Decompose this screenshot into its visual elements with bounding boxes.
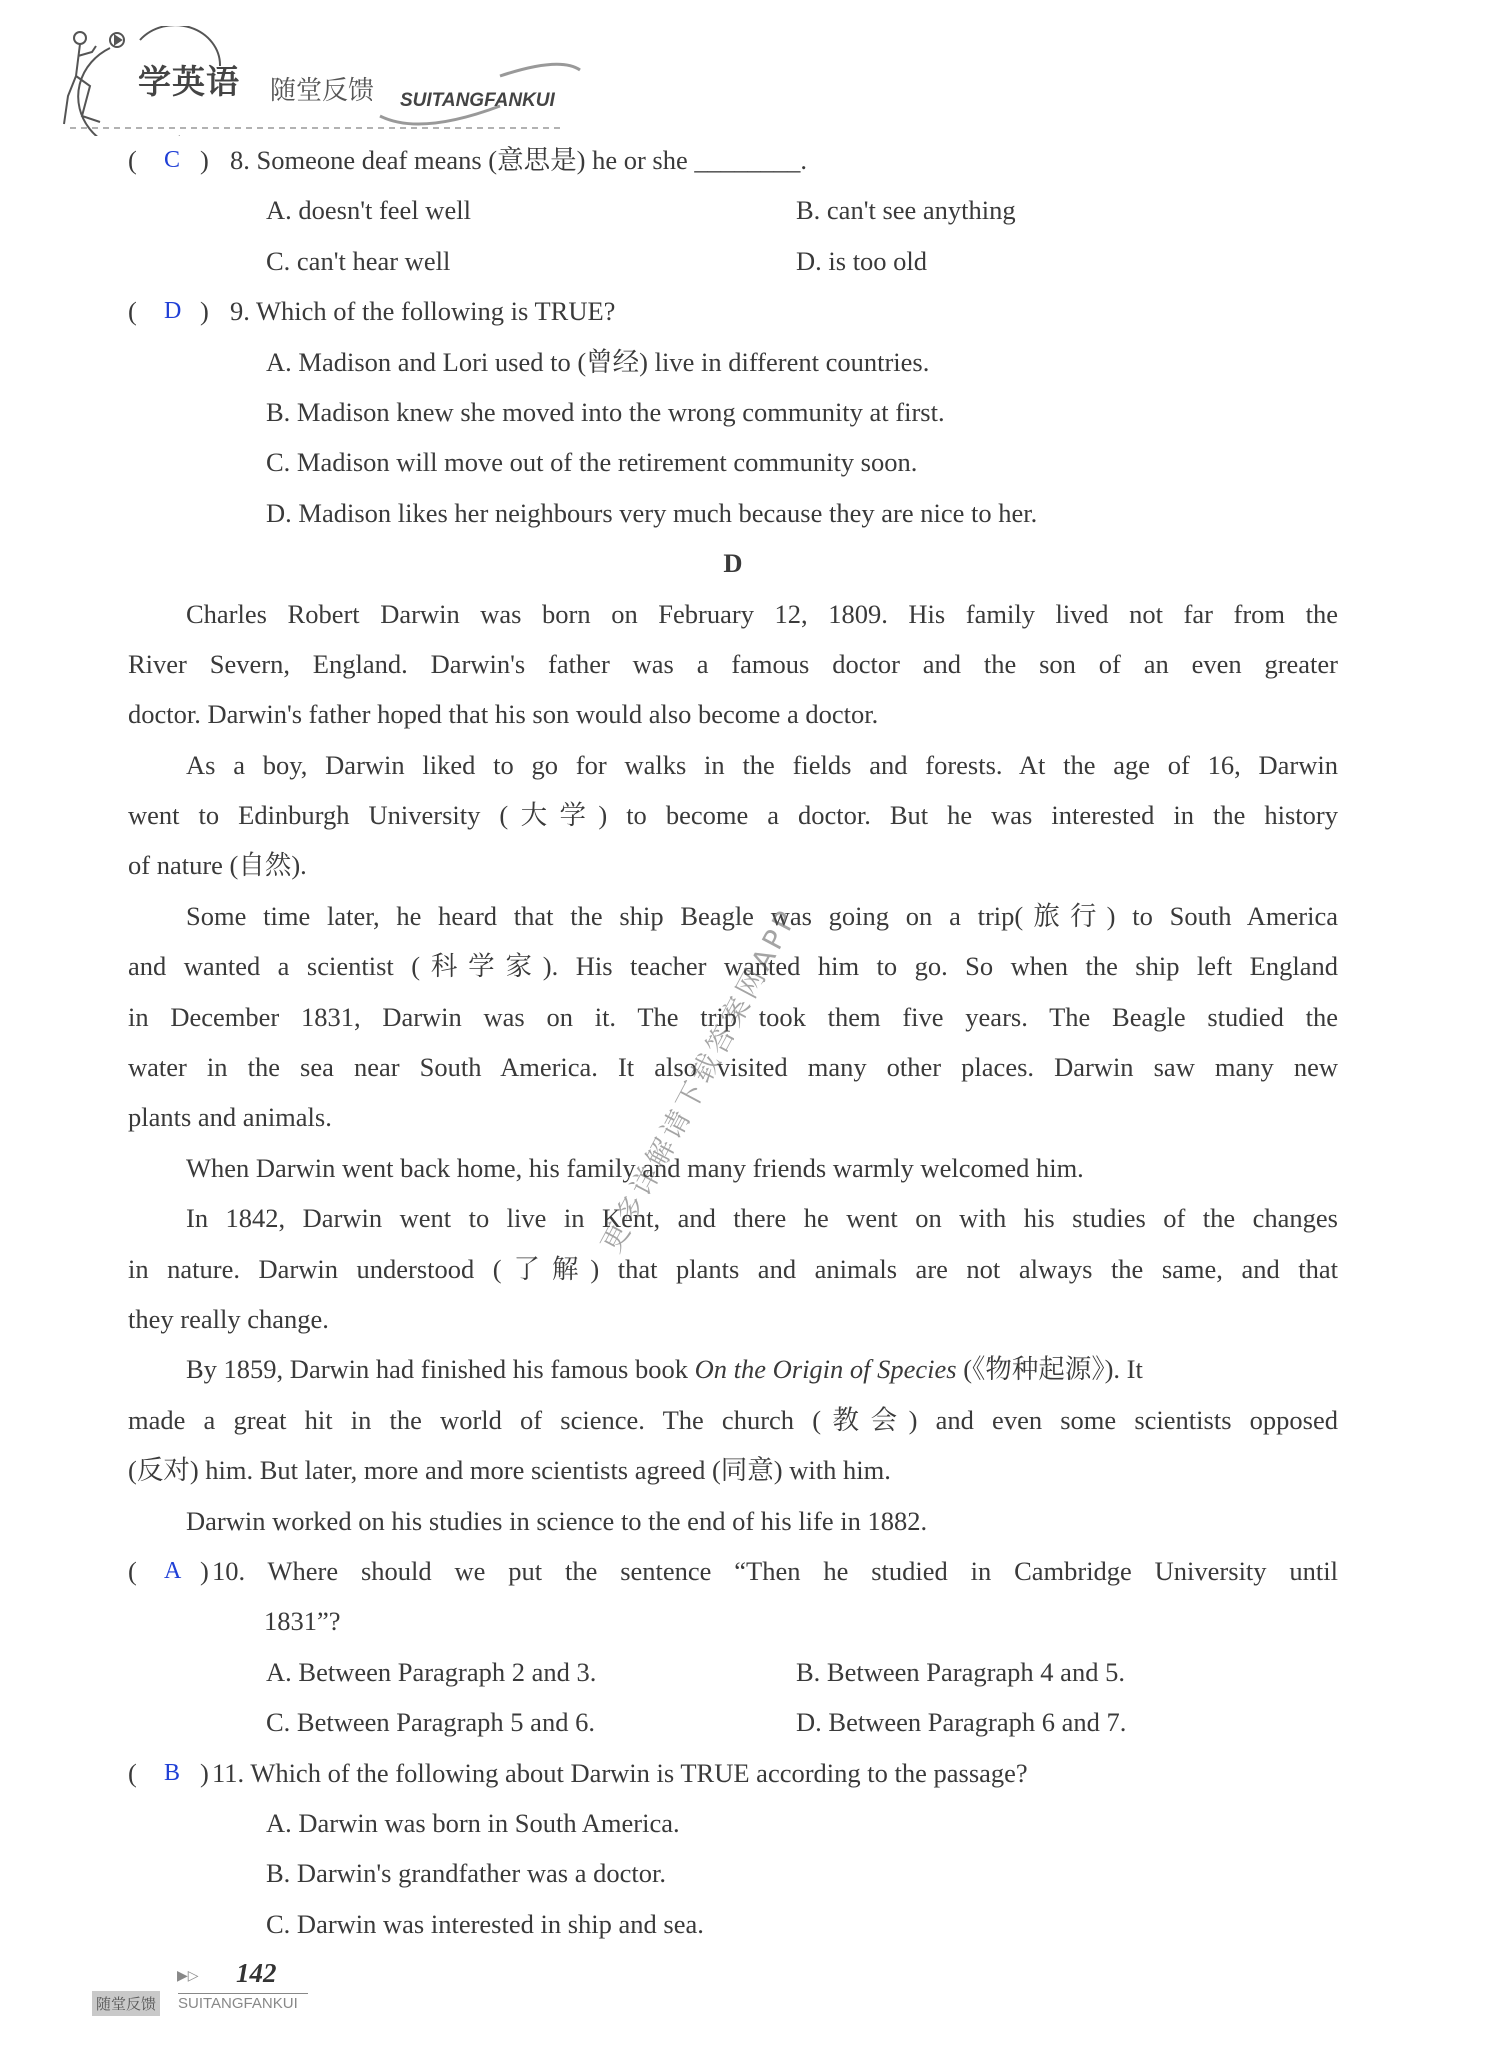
passage-line: went to Edinburgh University (大学) to become a doctor. But he was interested in the history [128,800,1338,831]
passage-line: doctor. Darwin's father hoped that his son would also become a doctor. [128,699,879,730]
passage-line: Some time later, he heard that the ship Beagle was going on a trip(旅行) to South America [186,900,1338,931]
answer-paren-open: ( [128,1555,137,1586]
answer-paren-close: ) [200,1757,209,1788]
question-text: Which of the following about Darwin is TRUE according to the passage? [250,1757,1028,1788]
passage-text: By 1859, Darwin had finished his famous book [186,1354,695,1385]
book-title: On the Origin of Species [694,1354,957,1385]
answer-mark: C [164,147,181,173]
option-c: C. Darwin was interested in ship and sea. [266,1908,704,1939]
option-a: A. doesn't feel well [266,195,471,226]
passage-line: Charles Robert Darwin was born on February 12, 1809. His family lived not far from the [186,598,1338,629]
answer-paren-close: ) [200,145,209,175]
footer-label-en: SUITANGFANKUI [178,1993,308,2012]
option-b: B. can't see anything [796,195,1016,226]
section-heading: D [723,548,743,579]
page-number: 142 [236,1958,277,1988]
option-d: D. is too old [796,245,928,276]
question-text: Where should we put the sentence “Then he studied in Cambridge University until [267,1555,1338,1586]
option-d: D. Madison likes her neighbours very much because they are nice to her. [266,497,1038,528]
question-number: 8. [230,145,250,175]
option-c: C. Between Paragraph 5 and 6. [266,1707,595,1738]
option-c: C. Madison will move out of the retirement community soon. [266,447,918,478]
question-text: Which of the following is TRUE? [256,296,616,327]
question-text: Someone deaf means (意思是) he or she ________. [256,145,807,175]
question-9 [128,286,1338,336]
answer-mark: B [164,1759,181,1786]
question-11 [128,1748,1338,1798]
footer-label-cn: 随堂反馈 [92,1991,160,2016]
passage-line: made a great hit in the world of science. The church (教会) and even some scientists opposed [128,1404,1338,1435]
option-b: B. Darwin's grandfather was a doctor. [266,1858,666,1889]
passage-line: plants and animals. [128,1102,332,1133]
option-b: B. Madison knew she moved into the wrong community at first. [266,396,945,427]
option-a: A. Darwin was born in South America. [266,1807,680,1838]
passage-line: As a boy, Darwin liked to go for walks in the fields and forests. At the age of 16, Darwin [186,749,1338,780]
answer-paren-close: ) [200,296,209,327]
watermark: 更多详解请下载答案网APP [594,902,805,1258]
passage-line: water in the sea near South America. It also visited many other places. Darwin saw many new [128,1052,1338,1083]
answer-paren-close: ) [200,1555,209,1586]
passage-line: River Severn, England. Darwin's father was a famous doctor and the son of an even greater [128,648,1338,679]
option-d: D. Between Paragraph 6 and 7. [796,1707,1127,1738]
passage-text: (《物种起源》). It [956,1354,1143,1385]
answer-mark: D [164,298,182,325]
logo-title: 学英语 [138,62,240,101]
passage-line: in nature. Darwin understood (了解) that plants and animals are not always the same, and that [128,1253,1338,1284]
option-a: A. Between Paragraph 2 and 3. [266,1656,597,1687]
passage-line: they really change. [128,1303,329,1334]
question-10 [128,1546,1338,1596]
arrow-icon: ▶▷ [177,1969,199,1984]
passage-line: In 1842, Darwin went to live in Kent, and there he went on with his studies of the changes [186,1203,1338,1234]
header-logo [60,26,600,136]
question-text-cont: 1831”? [264,1606,341,1637]
question-number: 9. [230,296,250,327]
option-a: A. Madison and Lori used to (曾经) live in different countries. [266,346,930,377]
question-8 [128,135,1338,185]
passage-line: When Darwin went back home, his family and many friends warmly welcomed him. [186,1152,1084,1183]
option-c: C. can't hear well [266,245,451,276]
answer-paren-open: ( [128,1757,137,1788]
passage-line: and wanted a scientist (科学家). His teacher wanted him to go. So when the ship left England [128,951,1338,982]
option-b: B. Between Paragraph 4 and 5. [796,1656,1125,1687]
answer-paren-open: ( [128,296,137,327]
answer-paren-open: ( [128,145,137,175]
passage-line: of nature (自然). [128,850,307,881]
passage-line: (反对) him. But later, more and more scientists agreed (同意) with him. [128,1455,891,1486]
passage-line: in December 1831, Darwin was on it. The trip took them five years. The Beagle studied the [128,1001,1338,1032]
passage-line: Darwin worked on his studies in science to the end of his life in 1882. [186,1505,928,1536]
question-number: 10. [212,1555,246,1586]
question-number: 11. [212,1757,245,1788]
logo-pinyin: SUITANGFANKUI [400,90,555,111]
logo-subtitle: 随堂反馈 [270,76,375,106]
passage-line [128,1344,1338,1394]
answer-mark: A [164,1557,182,1584]
